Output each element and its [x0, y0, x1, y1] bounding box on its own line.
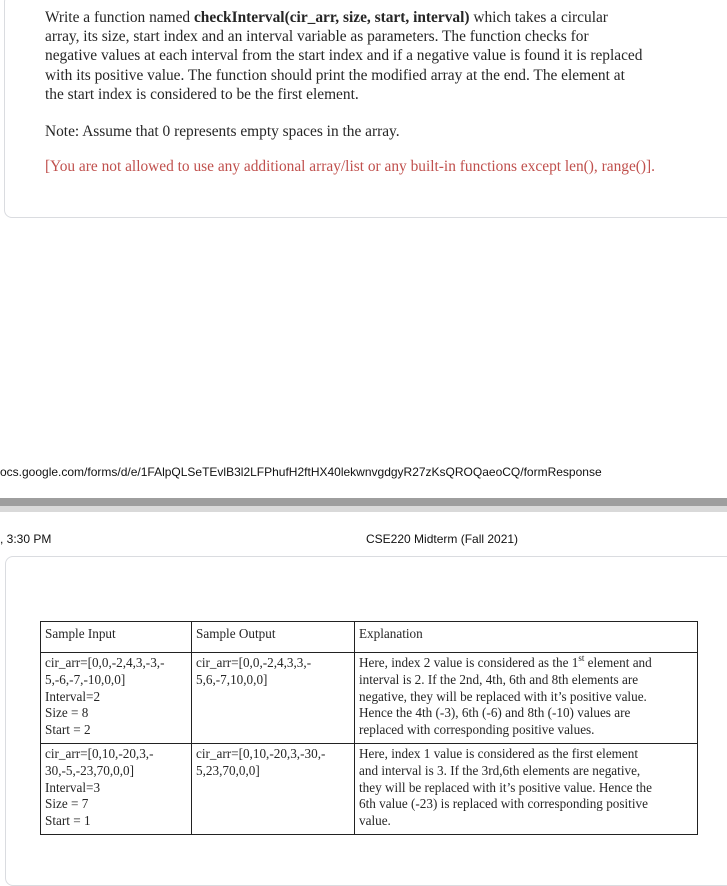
- question-line4: with its positive value. The function should print the modified array at the end. The element at: [45, 66, 625, 84]
- explanation-line: Here, index 1 value is considered as the first element: [359, 745, 639, 761]
- output-line: 5,6,-7,10,0,0]: [196, 671, 268, 687]
- explanation-line: replaced with corresponding positive values.: [359, 722, 595, 738]
- input-line: 5,-6,-7,-10,0,0]: [45, 671, 126, 687]
- explanation-text: element and: [584, 655, 652, 670]
- page-break-shade: [0, 506, 727, 512]
- table-header-row: [41, 622, 698, 653]
- document-title: CSE220 Midterm (Fall 2021): [366, 532, 519, 546]
- note-text: Note: Assume that 0 represents empty spaces in the array.: [45, 123, 400, 140]
- input-line: Size = 8: [45, 705, 89, 721]
- explanation-line: value.: [359, 813, 391, 829]
- table-row: [41, 653, 698, 744]
- input-line: Interval=3: [45, 779, 101, 795]
- explanation-line: Hence the 4th (-3), 6th (-6) and 8th (-10) values are: [359, 705, 631, 721]
- input-line: Size = 7: [45, 796, 89, 812]
- explanation-line: and interval is 3. If the 3rd,6th elements are negative,: [359, 762, 641, 778]
- sample-input-cell: [41, 653, 192, 744]
- ordinal-suffix: st: [578, 653, 585, 663]
- sample-output-cell: [192, 653, 355, 744]
- explanation-line: they will be replaced with it’s positive value. Hence the: [359, 779, 652, 795]
- sample-output-cell: [192, 743, 355, 834]
- output-line: 5,23,70,0,0]: [196, 762, 260, 778]
- input-line: 30,-5,-23,70,0,0]: [45, 762, 135, 778]
- restriction-text: [You are not allowed to use any additional array/list or any built-in functions except len(), range()].: [45, 158, 656, 175]
- question-line3: negative values at each interval from the start index and if a negative value is found it is replaced: [45, 47, 643, 65]
- sample-input-cell: [41, 743, 192, 834]
- input-line: Interval=2: [45, 688, 101, 704]
- print-time: , 3:30 PM: [0, 532, 52, 546]
- question-text: [45, 8, 710, 104]
- output-line: cir_arr=[0,0,-2,4,3,3,-: [196, 655, 312, 670]
- output-line: cir_arr=[0,10,-20,3,-30,-: [196, 745, 326, 761]
- page-break-bar: [0, 498, 727, 506]
- question-lead: Write a function named: [45, 9, 194, 26]
- explanation-line: 6th value (-23) is replaced with corresponding positive: [359, 796, 648, 812]
- sample-table: [40, 621, 698, 835]
- explanation-line: interval is 2. If the 2nd, 4th, 6th and 8th elements are: [359, 671, 639, 687]
- explanation-cell: [355, 653, 698, 744]
- explanation-cell: [355, 743, 698, 834]
- question-line1-rest: which takes a circular: [469, 9, 608, 26]
- header-sample-output: Sample Output: [192, 622, 355, 653]
- input-line: cir_arr=[0,0,-2,4,3,-3,-: [45, 655, 165, 670]
- explanation-text: Here, index 2 value is considered as the: [359, 655, 572, 670]
- explanation-line: [359, 655, 693, 672]
- input-line: Start = 1: [45, 813, 91, 829]
- input-line: Start = 2: [45, 722, 91, 738]
- page-url: ocs.google.com/forms/d/e/1FAlpQLSeTEvlB3l2LFPhufH2ftHX40lekwnvgdgyR27zKsQROQaeoCQ/formResponse: [0, 465, 602, 479]
- function-signature: checkInterval(cir_arr, size, start, interval): [193, 9, 470, 26]
- input-line: cir_arr=[0,10,-20,3,-: [45, 745, 154, 761]
- question-line5: the start index is considered to be the first element.: [45, 85, 359, 103]
- explanation-line: negative, they will be replaced with it’s positive value.: [359, 688, 647, 704]
- table-row: [41, 743, 698, 834]
- question-line2: array, its size, start index and an interval variable as parameters. The function checks for: [45, 28, 589, 46]
- header-explanation: Explanation: [355, 622, 698, 653]
- explanation-ordinal: 1: [571, 655, 579, 670]
- header-sample-input: Sample Input: [41, 622, 192, 653]
